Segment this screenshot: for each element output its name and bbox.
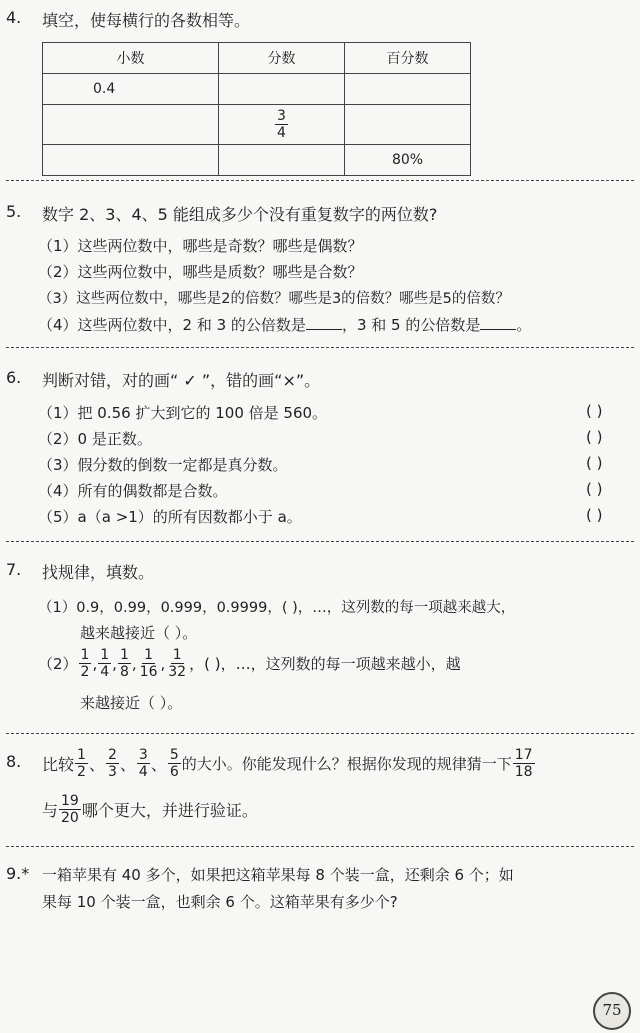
question-number: 7. — [6, 560, 22, 579]
question-number: 8. — [6, 752, 22, 771]
answer-parentheses[interactable]: ( ) — [586, 506, 603, 524]
table-header: 分数 — [219, 43, 345, 74]
fraction: $\frac{19}{20}$ — [61, 793, 79, 826]
table-header: 小数 — [43, 43, 219, 74]
sub-question: （3）假分数的倒数一定都是真分数。 — [38, 456, 288, 474]
fraction: $\frac{5}{6}$ — [169, 747, 179, 780]
divider — [6, 733, 634, 734]
table-cell[interactable] — [219, 74, 345, 105]
question-stem: 数字 2、3、4、5 能组成多少个没有重复数字的两位数? — [42, 205, 438, 224]
sub-question: （5）a（a >1）的所有因数都小于 a。 — [38, 508, 302, 526]
sub-question: （3）这些两位数中，哪些是2的倍数？哪些是3的倍数？哪些是5的倍数？ — [38, 291, 510, 307]
answer-blank[interactable] — [480, 317, 516, 330]
answer-parentheses[interactable]: ( ) — [586, 480, 603, 498]
divider — [6, 180, 634, 181]
fraction: $\frac{1}{8}$ — [119, 647, 129, 680]
sub-question: （2） $\frac{1}{2}$ , $\frac{1}{4}$ , $\frac{1}{8}$ , $\frac{1}{16}$ , $\frac{1}{32}$ ，( )，…，这列数的每一项越来越小，越 — [38, 647, 461, 680]
question-number: 9.* — [6, 864, 30, 883]
question-number: 5. — [6, 202, 22, 221]
answer-parentheses[interactable]: ( ) — [586, 402, 603, 420]
conversion-table — [42, 42, 471, 176]
table-cell[interactable] — [219, 145, 345, 176]
table-cell: 80% — [345, 145, 471, 176]
sub-question: （2）0 是正数。 — [38, 430, 152, 448]
table-cell[interactable] — [345, 74, 471, 105]
table-cell[interactable] — [345, 105, 471, 145]
sub-question: （1）把 0.56 扩大到它的 100 倍是 560。 — [38, 404, 328, 422]
table-cell[interactable] — [43, 145, 219, 176]
answer-parentheses[interactable]: ( ) — [586, 454, 603, 472]
table-cell[interactable] — [43, 105, 219, 145]
sub-question: 来越接近（ ）。 — [80, 694, 183, 712]
question-number: 4. — [6, 8, 22, 27]
sub-question: 越来越接近（ ）。 — [80, 624, 198, 642]
question-stem-line2: 与 $\frac{19}{20}$ 哪个更大，并进行验证。 — [42, 793, 258, 826]
question-stem: 一箱苹果有 40 多个，如果把这箱苹果每 8 个装一盒，还剩余 6 个；如 — [42, 866, 514, 884]
question-stem: 判断对错，对的画“ ✓ ”，错的画“×”。 — [42, 371, 321, 390]
fraction: $\frac{3}{4}$ — [138, 747, 148, 780]
question-stem: 填空，使每横行的各数相等。 — [42, 11, 251, 30]
sub-question: （1）这些两位数中，哪些是奇数？哪些是偶数？ — [38, 237, 363, 255]
divider — [6, 846, 634, 847]
sub-question: （1）0.9，0.99，0.999，0.9999，( )，…，这列数的每一项越来越大， — [38, 600, 516, 616]
question-stem: 找规律，填数。 — [42, 563, 155, 582]
fraction: $\frac{3}{4}$ — [277, 108, 286, 141]
question-number: 6. — [6, 368, 22, 387]
question-stem: 比较 $\frac{1}{2}$ 、 $\frac{2}{3}$ 、 $\frac{3}{4}$ 、 $\frac{5}{6}$ 的大小。你能发现什么？根据你发现的规律猜一下 $\frac{17}{18}$ — [42, 747, 533, 780]
fraction: $\frac{17}{18}$ — [514, 747, 533, 780]
fraction: $\frac{1}{32}$ — [168, 647, 187, 680]
fraction: $\frac{1}{2}$ — [80, 647, 90, 680]
sub-question: （4）这些两位数中，2 和 3 的公倍数是 ，3 和 5 的公倍数是 。 — [38, 316, 532, 334]
fraction: $\frac{1}{2}$ — [77, 747, 86, 780]
question-stem-line2: 果每 10 个装一盒，也剩余 6 个。这箱苹果有多少个? — [42, 893, 398, 911]
fraction: $\frac{2}{3}$ — [107, 747, 117, 780]
answer-blank[interactable] — [306, 317, 342, 330]
page-number-badge: 75 — [593, 992, 631, 1030]
divider — [6, 541, 634, 542]
sub-question: （4）所有的偶数都是合数。 — [38, 482, 228, 500]
divider — [6, 347, 634, 348]
table-cell: 0.4 — [43, 74, 219, 105]
fraction: $\frac{1}{16}$ — [139, 647, 158, 680]
answer-parentheses[interactable]: ( ) — [586, 428, 603, 446]
table-header: 百分数 — [345, 43, 471, 74]
sub-question: （2）这些两位数中，哪些是质数？哪些是合数？ — [38, 263, 363, 281]
fraction: $\frac{1}{4}$ — [100, 647, 110, 680]
table-cell — [219, 105, 345, 145]
